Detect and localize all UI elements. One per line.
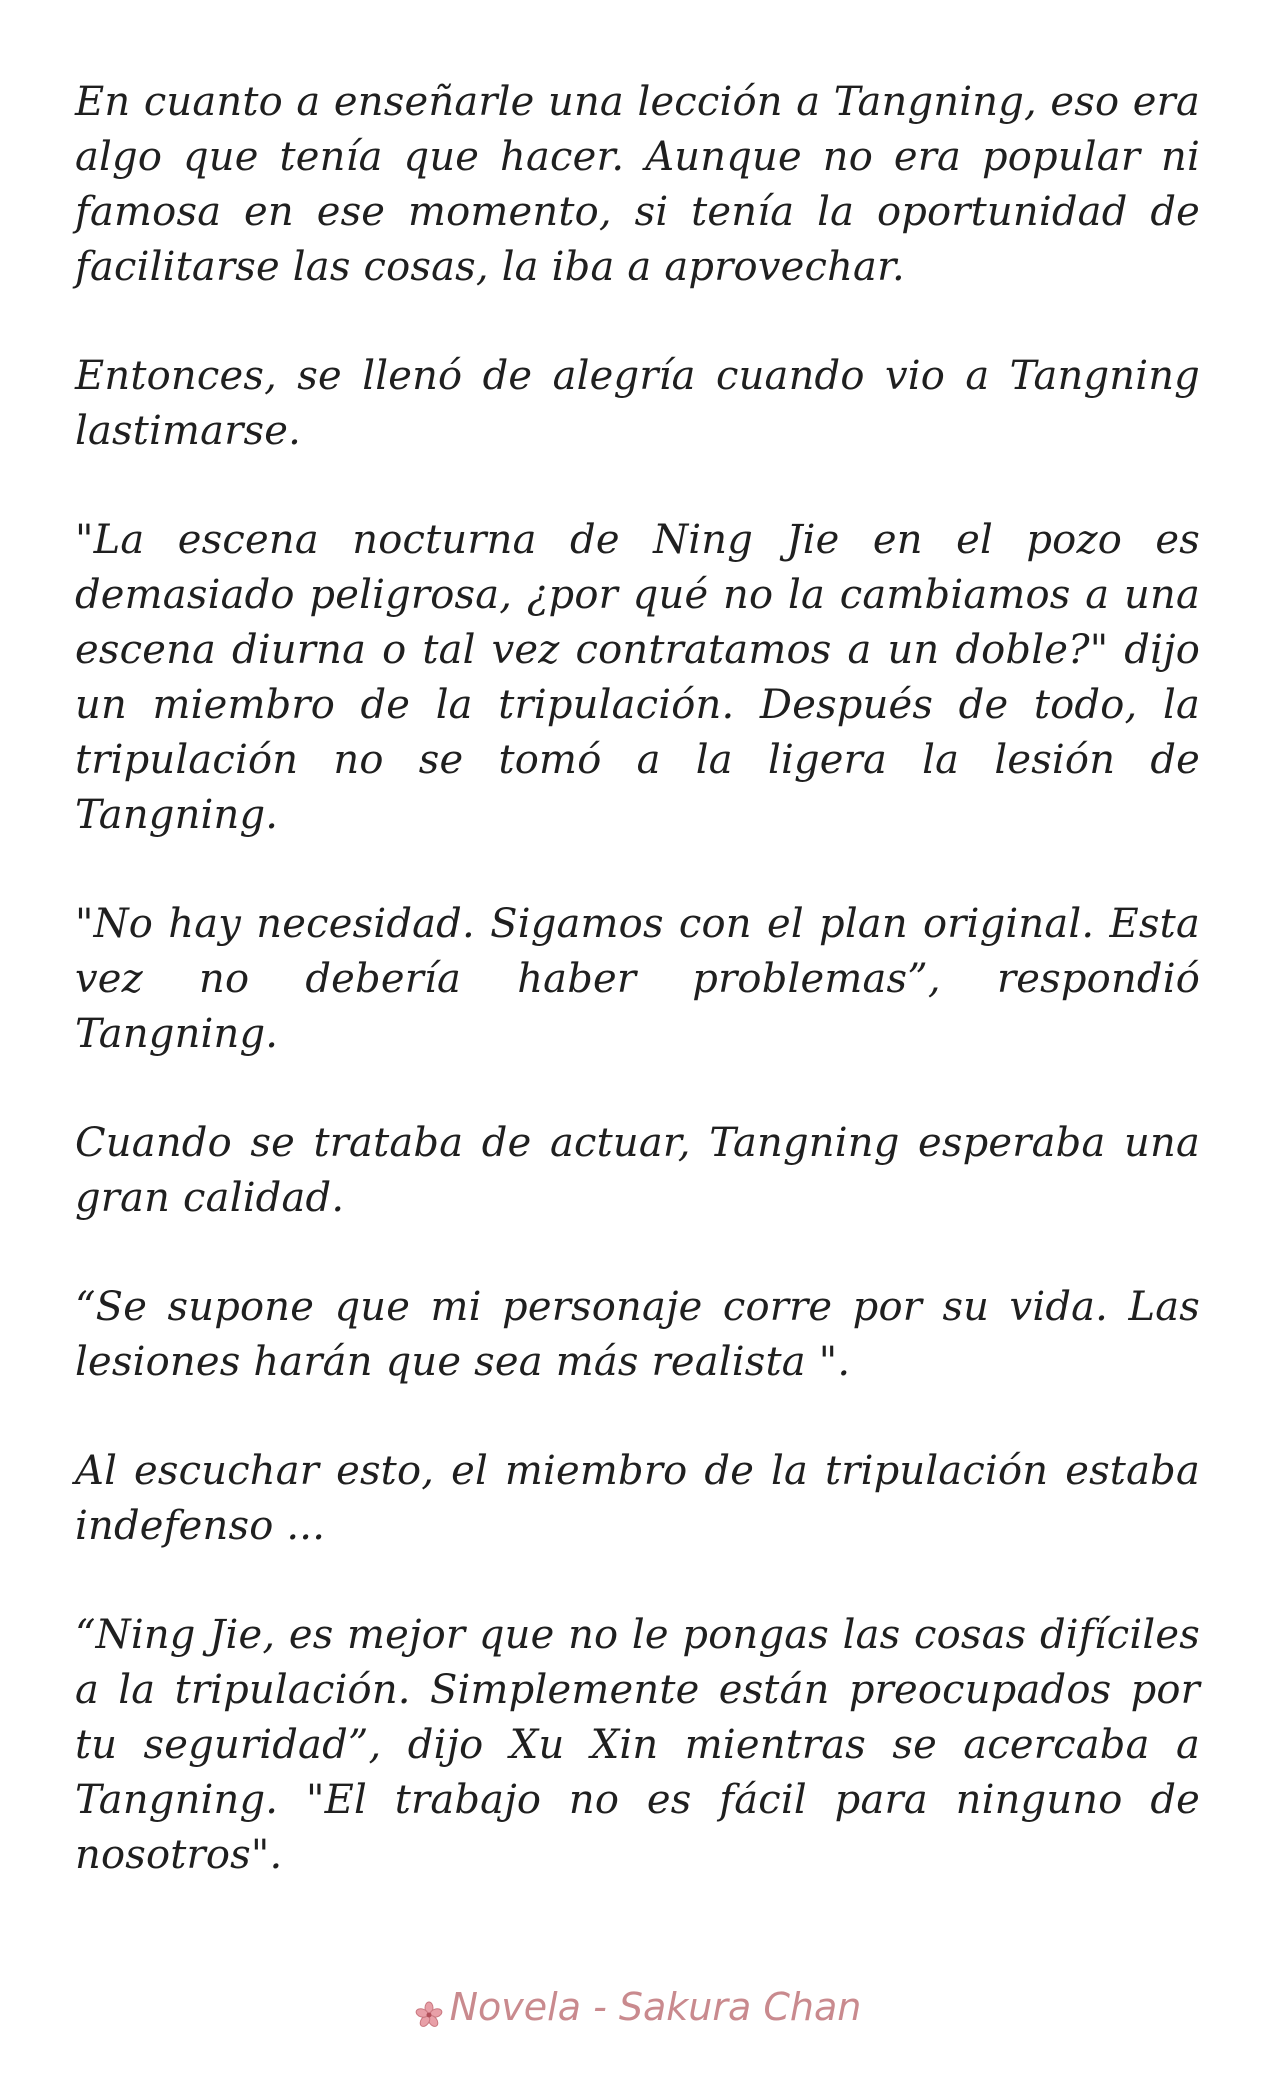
paragraph-2: Entonces, se llenó de alegría cuando vio a Tangning lastimarse. [75,353,1200,454]
paragraph-3: "La escena nocturna de Ning Jie en el pozo es demasiado peligrosa, ¿por qué no la cambiamos a una escena diurna o tal vez contratamos a un doble?" dijo un miembro de la tripulación. Después de todo, la tripulación no se tomó a la ligera la lesión de Tangning. [75,517,1200,838]
watermark [0,1985,1275,2029]
paragraph-6: “Se supone que mi personaje corre por su vida. Las lesiones harán que sea más realista ". [75,1284,1200,1385]
paragraph-5: Cuando se trataba de actuar, Tangning esperaba una gran calidad. [75,1120,1200,1221]
sakura-flower-icon [414,1995,444,2025]
paragraph-8: “Ning Jie, es mejor que no le pongas las cosas difíciles a la tripulación. Simplemente están preocupados por tu seguridad”, dijo Xu Xin mientras se acercaba a Tangning. "El trabajo no es fácil para ninguno de nosotros". [75,1612,1200,1878]
paragraph-4: "No hay necesidad. Sigamos con el plan original. Esta vez no debería haber problemas”, respondió Tangning. [75,901,1200,1057]
watermark-text: Novela - Sakura Chan [449,1985,862,2029]
paragraph-7: Al escuchar esto, el miembro de la tripulación estaba indefenso ... [75,1448,1200,1549]
document-body [75,75,1200,1937]
paragraph-1: En cuanto a enseñarle una lección a Tangning, eso era algo que tenía que hacer. Aunque no era popular ni famosa en ese momento, si tenía la oportunidad de facilitarse las cosas, la iba a aprovechar. [75,79,1200,290]
